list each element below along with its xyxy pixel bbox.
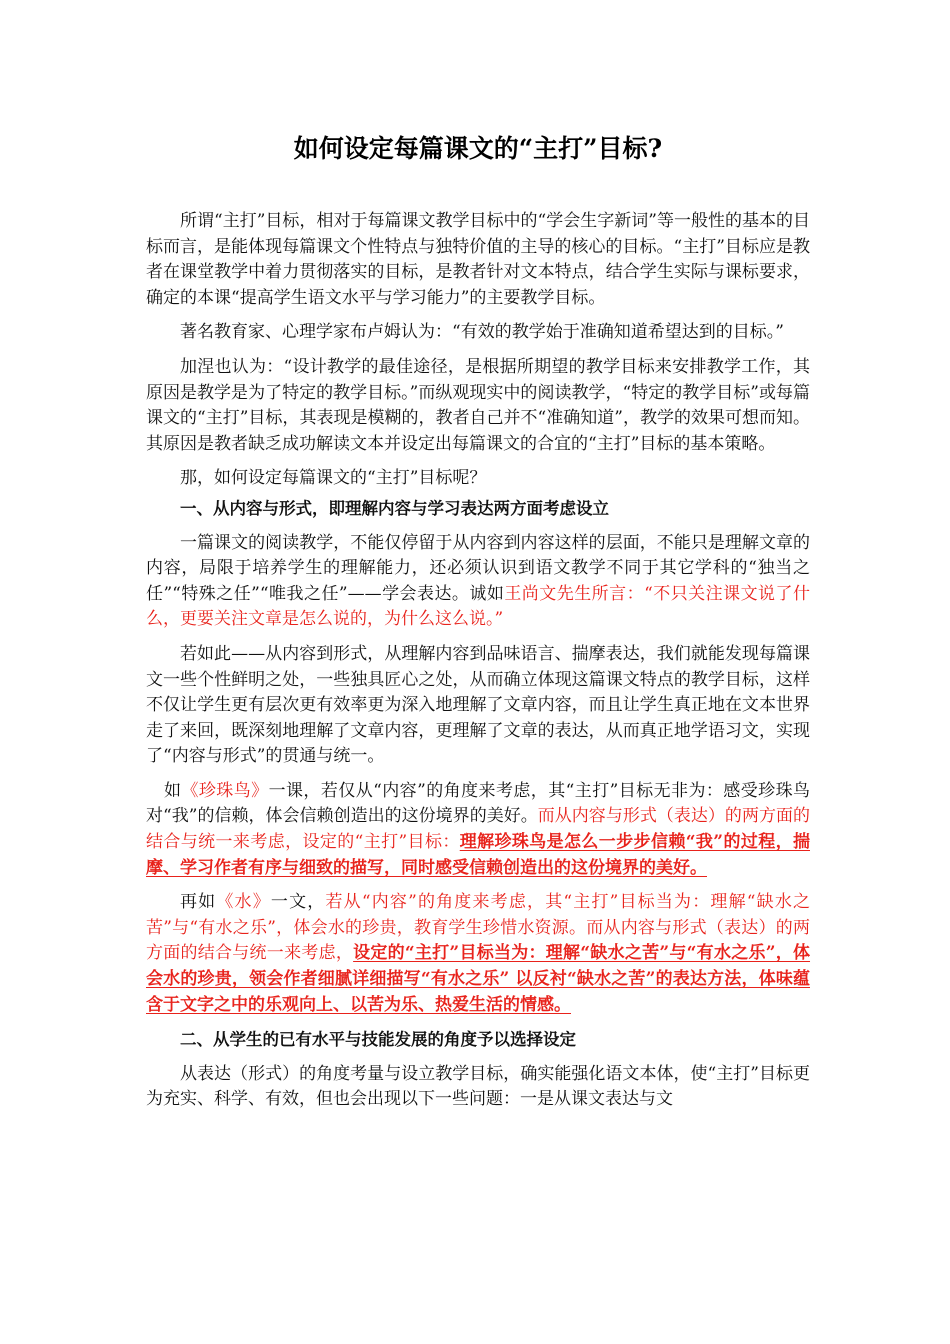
paragraph-text: 一文， bbox=[270, 892, 326, 913]
highlighted-text: 若从“内容”的角度来考虑，其“主打”目标当为：理解“缺水之苦”与“有水之乐”，体会水的珍贵，教育学生珍惜水资源。而从内容与形式（表达）的两方面的结合与统一来考虑， bbox=[146, 892, 811, 964]
paragraph-bloom-quote: 著名教育家、心理学家布卢姆认为：“有效的教学始于准确知道希望达到的目标。” bbox=[180, 322, 784, 343]
highlighted-goal: 设定的“主打”目标当为：理解“缺水之苦”与“有水之乐”，体会水的珍贵，领会作者细腻详细描写“有水之乐” 以反衬“缺水之苦”的表达方法，体味蕴含于文字之中的乐观向上、以苦为乐、热爱生活的情感。 bbox=[146, 943, 811, 1015]
paragraph-question: 那，如何设定每篇课文的“主打”目标呢？ bbox=[180, 468, 487, 489]
document-page bbox=[146, 0, 810, 1113]
page-title: 如何设定每篇课文的“主打”目标? bbox=[293, 134, 663, 163]
paragraph-pearl-bird-example bbox=[146, 779, 810, 881]
paragraph-definition: 所谓“主打”目标，相对于每篇课文教学目标中的“学会生字新词”等一般性的基本的目标而言，是能体现每篇课文个性特点与独特价值的主导的核心的目标。“主打”目标应是教者在课堂教学中着力贯彻落实的目标，是教者针对文本特点，结合学生实际与课标要求，确定的本课“提高学生语文水平与学习能力”的主要教学目标。 bbox=[146, 211, 810, 308]
highlighted-goal: 理解珍珠鸟是怎么一步步信赖“我”的过程，揣摩、学习作者有序与细致的描写，同时感受信赖创造出的这份境界的美好。 bbox=[146, 832, 810, 878]
highlighted-title: 《水》 bbox=[216, 892, 271, 913]
paragraph-expression-angle: 从表达（形式）的角度考量与设立教学目标，确实能强化语文本体，使“主打”目标更为充实、科学、有效，但也会出现以下一些问题：一是从课文表达与文 bbox=[146, 1063, 810, 1110]
paragraph-gagne-quote: 加涅也认为：“设计教学的最佳途径，是根据所期望的教学目标来安排教学工作，其原因是教学是为了特定的教学目标。”而纵观现实中的阅读教学，“特定的教学目标”或每篇课文的“主打”目标，其表现是模糊的，教者自己并不“准确知道”，教学的效果可想而知。其原因是教者缺乏成功解读文本并设定出每篇课文的合宜的“主打”目标的基本策略。 bbox=[146, 356, 810, 454]
highlighted-title: 《珍珠鸟》 bbox=[181, 780, 269, 801]
paragraph-text: 再如 bbox=[180, 892, 217, 913]
paragraph-text: 如 bbox=[164, 780, 182, 801]
section-heading-2: 二、从学生的已有水平与技能发展的角度予以选择设定 bbox=[180, 1030, 576, 1050]
highlighted-text: 而从内容与形式（表达）的两方面的结合与统一来考虑，设定的“主打”目标： bbox=[146, 806, 810, 853]
paragraph-text: 一课，若仅从“内容”的角度来考虑，其“主打”目标无非为：感受珍珠鸟对“我”的信赖，体会信赖创造出的这份境界的美好。 bbox=[146, 780, 811, 827]
paragraph-content-form bbox=[146, 531, 810, 633]
highlighted-quote: 王尚文先生所言：“不只关注课文说了什么，更要关注文章是怎么说的，为什么这么说。” bbox=[146, 583, 810, 630]
paragraph-text: 一篇课文的阅读教学，不能仅停留于从内容到内容这样的层面，不能只是理解文章的内容，局限于培养学生的理解能力，还必须认识到语文教学不同于其它学科的“独当之任”“特殊之任”“唯我之任”——学会表达。诚如 bbox=[146, 532, 810, 604]
section-heading-1: 一、从内容与形式，即理解内容与学习表达两方面考虑设立 bbox=[180, 498, 609, 518]
paragraph-from-content-to-form: 若如此——从内容到形式，从理解内容到品味语言、揣摩表达，我们就能发现每篇课文一些个性鲜明之处，一些独具匠心之处，从而确立体现这篇课文特点的教学目标，这样不仅让学生更有层次更有效率更为深入地理解了文章内容，而且让学生真正地在文本世界走了来回，既深刻地理解了文章内容，更理解了文章的表达，从而真正地学语习文，实现了“内容与形式”的贯通与统一。 bbox=[146, 643, 810, 767]
paragraph-water-example bbox=[146, 890, 810, 1018]
